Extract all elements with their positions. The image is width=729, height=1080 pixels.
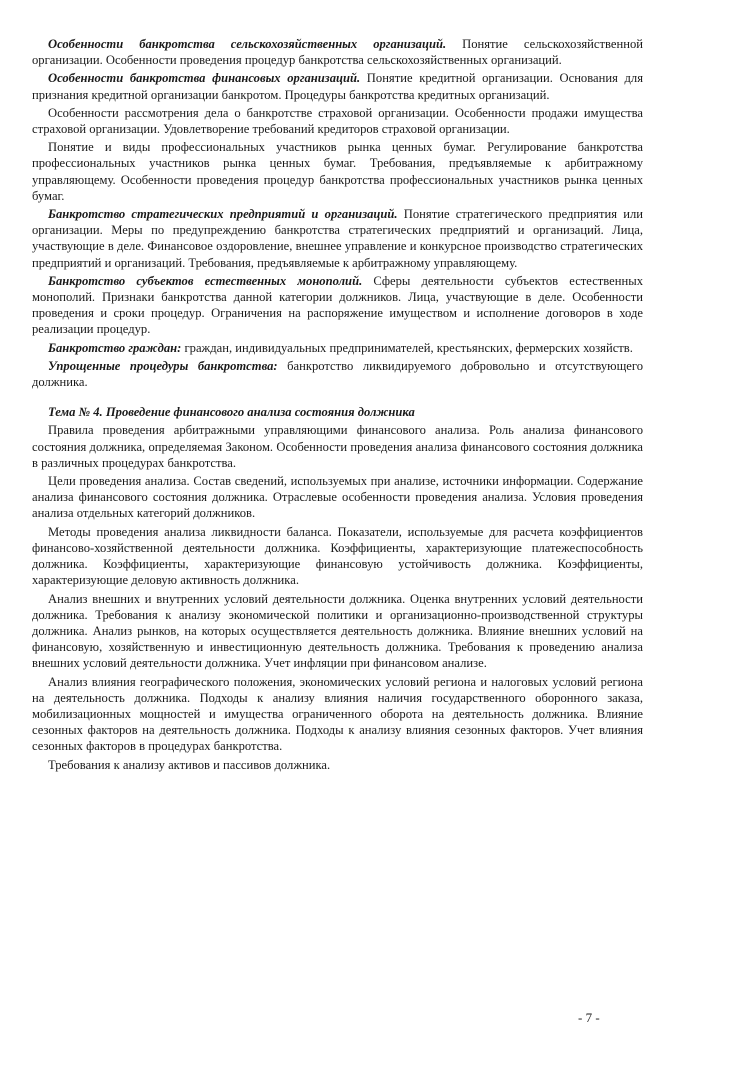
paragraph: Цели проведения анализа. Состав сведений, используемых при анализе, источники информации. Содержание анализа финансового состояния должника. Отраслевые особенности проведения анализа. Условия проведения анализа отдельных категорий должников. [32, 474, 643, 521]
paragraph-lead: Банкротство стратегических предприятий и организаций. [48, 207, 398, 222]
page-number: - 7 - [578, 1010, 600, 1025]
paragraph-lead: Банкротство граждан: [48, 340, 182, 355]
paragraph-lead: Особенности банкротства сельскохозяйственных организаций. [48, 37, 447, 51]
section-after [32, 422, 643, 772]
paragraph: Анализ влияния географического положения, экономических условий региона и налоговых условий региона на деятельность должника. Подходы к анализу влияния наличия государственного оборонного заказа, мобилизационных мощностей и имущества ограниченного оборота на деятельность должника. Влияние сезонных факторов на деятельность должника. Подходы к анализу влияния сезонных факторов. Учет влияния сезонных факторов в процедурах банкротства. [32, 674, 643, 754]
topic-heading: Тема № 4. Проведение финансового анализа состояния должника [48, 405, 415, 420]
paragraph [32, 36, 643, 68]
paragraph [32, 139, 643, 204]
paragraph-text: Сферы деятельности субъектов естественных монополий. Признаки банкротства данной категории должников. Лица, участвующие в деле. Особенности проведения и сроки процедур. Ограничения на распоряжение имуществом и исполнение договоров в ходе реализации процедур. [32, 273, 643, 337]
paragraph-text: Понятие и виды профессиональных участников рынка ценных бумаг. Регулирование банкротства профессиональных участников рынка ценных бумаг. Требования, предъявляемые к арбитражному управляющему. Особенности проведения процедур банкротства профессиональных участников рынка ценных бумаг. [32, 140, 643, 203]
paragraph-text: Понятие сельскохозяйственной организации. Особенности проведения процедур банкротства сельскохозяйственных организаций. [32, 37, 643, 68]
paragraph: Правила проведения арбитражными управляющими финансового анализа. Роль анализа финансового состояния должника, определяемая Законом. Особенности проведения анализа финансового состояния должника в различных процедурах банкротства. [32, 423, 643, 470]
paragraph [32, 70, 643, 102]
paragraph-text: банкротство ликвидируемого добровольно и отсутствующего должника. [32, 358, 643, 390]
paragraph-lead: Банкротство субъектов естественных монополий. [48, 273, 363, 288]
section-before [32, 36, 643, 390]
paragraph [32, 340, 643, 356]
paragraph [32, 105, 643, 137]
paragraph [32, 358, 643, 390]
spacer [32, 392, 643, 404]
paragraph-text: Понятие стратегического предприятия или организации. Меры по предупреждению банкротства стратегических предприятий и организаций. Лица, участвующие в деле. Финансовое оздоровление, внешнее управление и конкурсное производство стратегических предприятий и организаций. Требования, предъявляемые к арбитражному управляющему. [32, 207, 643, 270]
paragraph: Требования к анализу активов и пассивов должника. [48, 757, 331, 772]
paragraph [32, 273, 643, 338]
paragraph-text: граждан, индивидуальных предпринимателей, крестьянских, фермерских хозяйств. [181, 340, 633, 355]
paragraph-text: Особенности рассмотрения дела о банкротстве страховой организации. Особенности продажи имущества страховой организации. Удовлетворение требований кредиторов страховой организации. [32, 105, 643, 137]
paragraph [32, 206, 643, 271]
paragraph-lead: Упрощенные процедуры банкротства: [48, 358, 278, 373]
paragraph: Анализ внешних и внутренних условий деятельности должника. Оценка внутренних условий деятельности должника. Требования к анализу экономической политики и организационно-производственной структуры должника. Анализ рынков, на которых осуществляется деятельность должника. Влияние внешних условий на финансовую, хозяйственную и инвестиционную деятельность должника. Требования к проведению анализа внешних условий деятельности должника. Учет инфляции при финансовом анализе. [32, 591, 643, 671]
paragraph-lead: Особенности банкротства финансовых организаций. [48, 71, 361, 86]
paragraph-text: Понятие кредитной организации. Основания для признания кредитной организации банкротом. Процедуры банкротства кредитных организаций. [32, 71, 643, 102]
paragraph: Методы проведения анализа ликвидности баланса. Показатели, используемые для расчета коэффициентов финансово-хозяйственной деятельности должника. Коэффициенты, характеризующие платежеспособность должника. Коэффициенты, характеризующие финансовую устойчивость должника. Коэффициенты, характеризующие деловую активность должника. [32, 524, 643, 588]
